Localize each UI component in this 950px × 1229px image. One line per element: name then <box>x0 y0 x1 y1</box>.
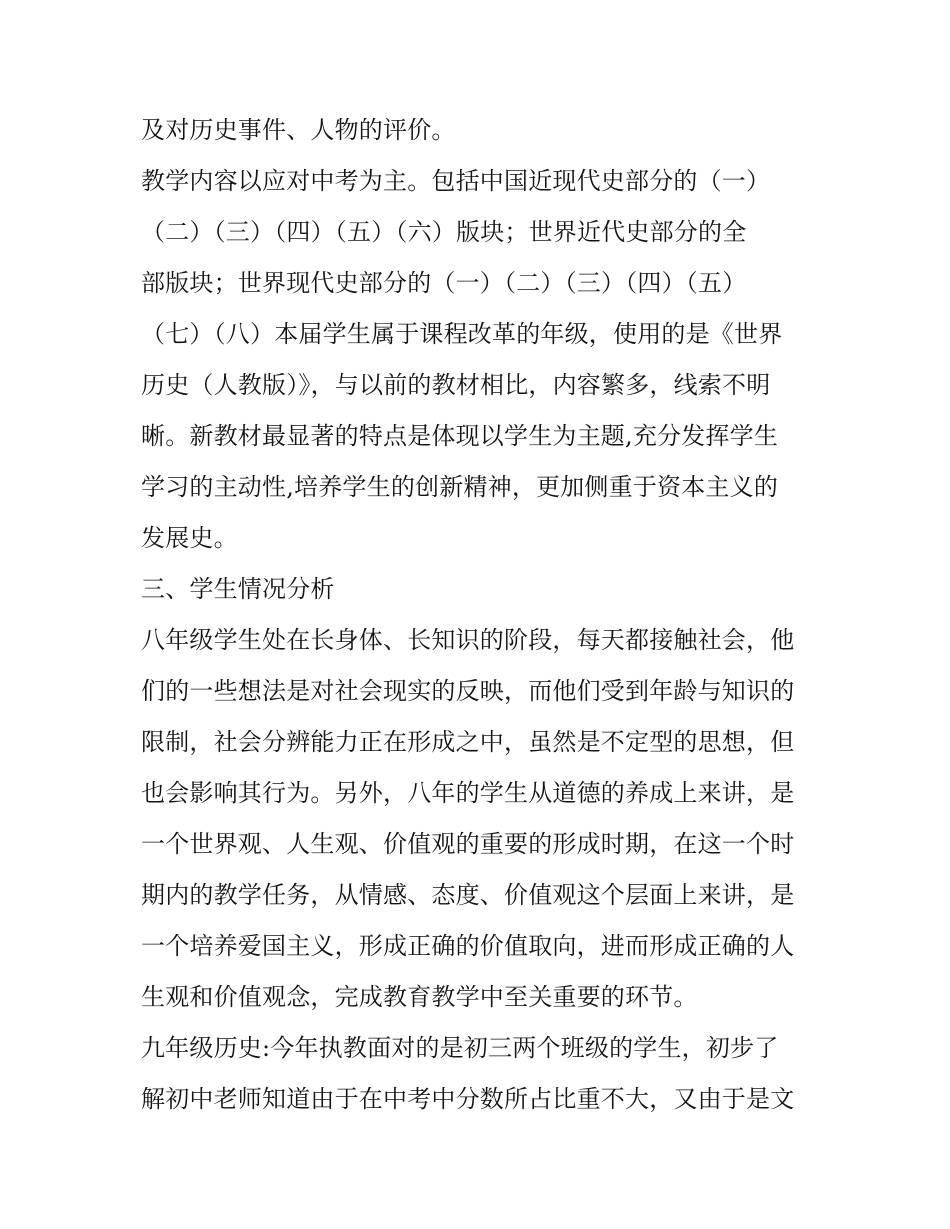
text-line: 期内的教学任务，从情感、态度、价值观这个层面上来讲，是 <box>141 881 795 909</box>
text-line: （二）（三）（四）（五）（六）版块；世界近代史部分的全 <box>141 218 747 246</box>
section-heading: 三、学生情况分析 <box>141 575 335 603</box>
text-line: 历史（人教版）》，与以前的教材相比，内容繁多，线索不明 <box>141 371 771 399</box>
text-line: 及对历史事件、人物的评价。 <box>141 116 456 144</box>
text-line: 部版块；世界现代史部分的（一）（二）（三）（四）（五） <box>141 269 747 297</box>
text-line: （七）（八）本届学生属于课程改革的年级，使用的是《世界 <box>141 320 783 348</box>
text-line: 解初中老师知道由于在中考中分数所占比重不大，又由于是文 <box>141 1085 795 1113</box>
text-line: 限制，社会分辨能力正在形成之中，虽然是不定型的思想，但 <box>141 728 795 756</box>
text-line: 八年级学生处在长身体、长知识的阶段，每天都接触社会，他 <box>141 626 795 654</box>
text-line: 教学内容以应对中考为主。包括中国近现代史部分的（一） <box>141 167 771 195</box>
text-line: 生观和价值观念，完成教育教学中至关重要的环节。 <box>141 983 698 1011</box>
text-line: 九年级历史:今年执教面对的是初三两个班级的学生，初步了 <box>141 1034 779 1062</box>
text-line: 也会影响其行为。另外，八年的学生从道德的养成上来讲，是 <box>141 779 795 807</box>
text-line: 晰。新教材最显著的特点是体现以学生为主题,充分发挥学生 <box>141 422 779 450</box>
text-line: 们的一些想法是对社会现实的反映，而他们受到年龄与知识的 <box>141 677 795 705</box>
text-line: 学习的主动性,培养学生的创新精神，更加侧重于资本主义的 <box>141 473 779 501</box>
text-line: 发展史。 <box>141 524 238 552</box>
text-line: 一个培养爱国主义，形成正确的价值取向，进而形成正确的人 <box>141 932 795 960</box>
text-line: 一个世界观、人生观、价值观的重要的形成时期，在这一个时 <box>141 830 795 858</box>
